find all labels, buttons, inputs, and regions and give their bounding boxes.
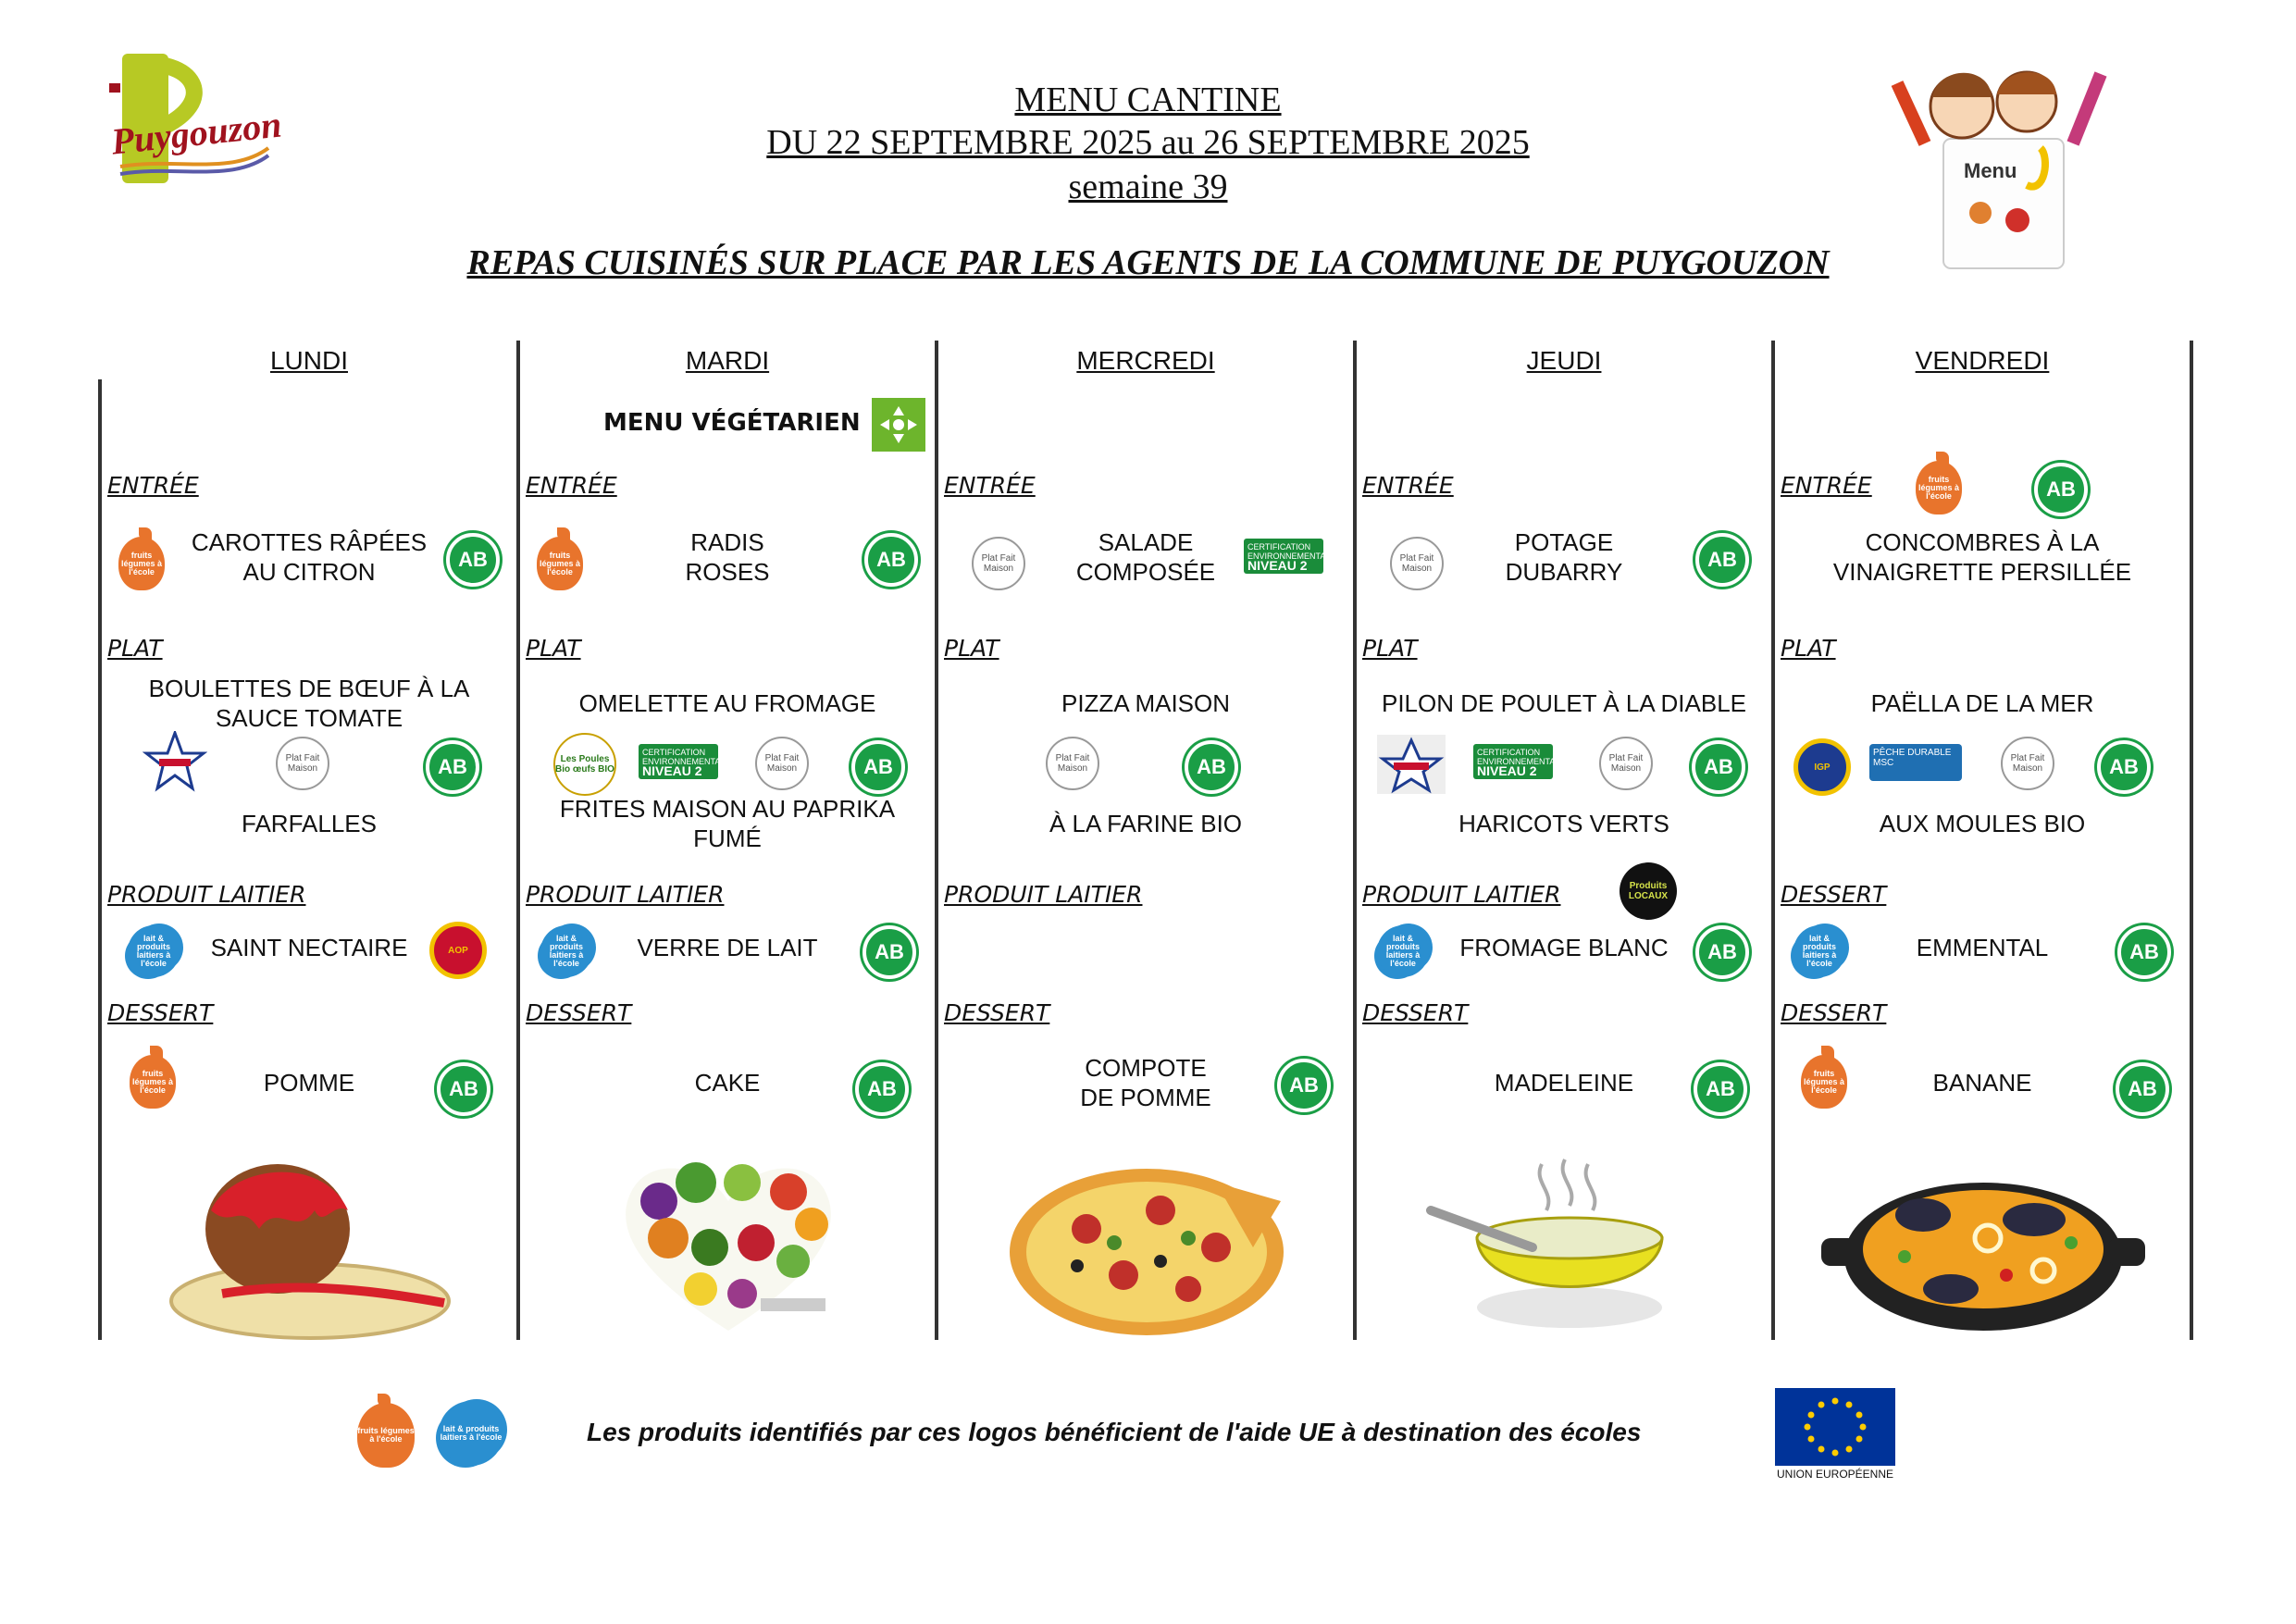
- paella-illustration: [1812, 1146, 2154, 1340]
- dessert-dish: BANANE: [1932, 1069, 2032, 1097]
- accompagnement-dish: AUX MOULES BIO: [1879, 810, 2086, 837]
- plat-dish: PILON DE POULET À LA DIABLE: [1381, 689, 1746, 717]
- category-entree: ENTRÉE: [526, 472, 617, 499]
- ab-bio-icon: AB: [1692, 740, 1745, 794]
- entree-dish: CAROTTES RÂPÉES AU CITRON: [191, 528, 428, 586]
- fait-maison-icon: Plat Fait Maison: [1390, 537, 1444, 590]
- pizza-illustration: [975, 1146, 1318, 1340]
- kids-menu-illustration: [1888, 56, 2119, 278]
- ab-bio-icon: AB: [446, 533, 500, 587]
- ab-bio-icon: AB: [2117, 925, 2171, 979]
- eu-label: UNION EUROPÉENNE: [1776, 1468, 1894, 1481]
- lait-produits-laitiers-ecole-icon: lait & produits laitiers à l'école: [439, 1401, 503, 1466]
- category-plat: PLAT: [1362, 635, 1418, 662]
- ab-bio-icon: AB: [1695, 533, 1749, 587]
- viande-bovine-francaise-icon: [143, 731, 207, 792]
- category-entree: ENTRÉE: [1781, 472, 1872, 499]
- accompagnement-dish: HARICOTS VERTS: [1458, 810, 1669, 837]
- fait-maison-icon: Plat Fait Maison: [276, 737, 329, 790]
- header-subtitle: REPAS CUISINÉS SUR PLACE PAR LES AGENTS DE LA COMMUNE DE PUYGOUZON: [466, 243, 1830, 282]
- header-title: MENU CANTINE: [1014, 81, 1282, 119]
- lait-produits-laitiers-ecole-icon: lait & produits laitiers à l'école: [128, 925, 180, 977]
- category-plat: PLAT: [107, 635, 163, 662]
- puygouzon-logo-text: Puygouzon: [109, 103, 284, 163]
- ab-bio-icon: AB: [864, 533, 918, 587]
- accompagnement-dish: À LA FARINE BIO: [1049, 810, 1243, 837]
- kids-menu-text: Menu: [1964, 159, 2017, 182]
- category-dessert: DESSERT: [944, 999, 1050, 1026]
- plat-dish: BOULETTES DE BŒUF À LA SAUCE TOMATE: [148, 675, 470, 732]
- ab-bio-icon: AB: [426, 740, 479, 794]
- msc-peche-durable-icon: PÊCHE DURABLE MSC: [1869, 744, 1962, 781]
- day-name: VENDREDI: [1915, 346, 2050, 375]
- entree-dish: SALADE COMPOSÉE: [1075, 528, 1216, 586]
- category-dessert: DESSERT: [526, 999, 632, 1026]
- ab-bio-icon: AB: [1277, 1059, 1331, 1112]
- eu-flag-icon: [1775, 1388, 1895, 1466]
- fruits-legumes-ecole-icon: fruits légumes à l'école: [357, 1403, 415, 1468]
- accompagnement-dish: FRITES MAISON AU PAPRIKA FUMÉ: [559, 795, 896, 852]
- ab-bio-icon: AB: [855, 1062, 909, 1116]
- ab-bio-icon: AB: [2116, 1062, 2169, 1116]
- fait-maison-icon: Plat Fait Maison: [2001, 737, 2054, 790]
- ab-bio-icon: AB: [1185, 740, 1238, 794]
- day-name: MERCREDI: [1076, 346, 1215, 375]
- dessert-dish: MADELEINE: [1494, 1069, 1634, 1097]
- soup-bowl-illustration: [1394, 1146, 1736, 1340]
- ab-bio-icon: AB: [2097, 740, 2151, 794]
- certification-environnementale-icon: CERTIFICATION ENVIRONNEMENTALE NIVEAU 2: [639, 744, 718, 779]
- vegetarian-icon: [872, 398, 925, 452]
- fruits-legumes-ecole-icon: fruits légumes à l'école: [118, 537, 165, 590]
- day-column-mardi: [520, 341, 935, 1340]
- day-name: MARDI: [685, 346, 770, 375]
- dessert-dish: COMPOTE DE POMME: [1080, 1054, 1211, 1111]
- day-column-vendredi: [1775, 341, 2190, 1340]
- entree-dish: POTAGE DUBARRY: [1505, 528, 1623, 586]
- category-entree: ENTRÉE: [944, 472, 1036, 499]
- plat-dish: OMELETTE AU FROMAGE: [578, 689, 876, 717]
- laitier-dish: FROMAGE BLANC: [1459, 934, 1669, 961]
- certification-environnementale-icon: CERTIFICATION ENVIRONNEMENTALE NIVEAU 2: [1244, 539, 1323, 574]
- ab-bio-icon: AB: [863, 925, 916, 979]
- ab-bio-icon: AB: [851, 740, 905, 794]
- category-produit-laitier: PRODUIT LAITIER: [107, 881, 306, 908]
- ab-bio-icon: AB: [437, 1062, 490, 1116]
- fait-maison-icon: Plat Fait Maison: [755, 737, 809, 790]
- day-column-lundi: [102, 341, 516, 1340]
- dessert-dish: POMME: [263, 1069, 355, 1097]
- lait-produits-laitiers-ecole-icon: lait & produits laitiers à l'école: [540, 925, 592, 977]
- fait-maison-icon: Plat Fait Maison: [972, 537, 1025, 590]
- category-produit-laitier: PRODUIT LAITIER: [1362, 881, 1561, 908]
- produits-locaux-icon: Produits LOCAUX: [1620, 862, 1677, 920]
- day-column-mercredi: [938, 341, 1353, 1340]
- lait-produits-laitiers-ecole-icon: lait & produits laitiers à l'école: [1377, 925, 1429, 977]
- header-dates: DU 22 SEPTEMBRE 2025 au 26 SEPTEMBRE 2025: [766, 123, 1530, 162]
- fruits-legumes-ecole-icon: fruits légumes à l'école: [537, 537, 583, 590]
- entree-dish: CONCOMBRES À LA VINAIGRETTE PERSILLÉE: [1832, 528, 2132, 586]
- category-produit-laitier: DESSERT: [1781, 881, 1887, 908]
- plat-dish: PAËLLA DE LA MER: [1870, 689, 2094, 717]
- volaille-francaise-icon: [1377, 735, 1446, 794]
- category-dessert: DESSERT: [1781, 999, 1887, 1026]
- certification-environnementale-icon: CERTIFICATION ENVIRONNEMENTALE NIVEAU 2: [1473, 744, 1553, 779]
- laitier-dish: SAINT NECTAIRE: [210, 934, 408, 961]
- aop-icon: AOP: [429, 922, 487, 979]
- category-plat: PLAT: [944, 635, 999, 662]
- vegetable-heart-illustration: [557, 1146, 900, 1340]
- fait-maison-icon: Plat Fait Maison: [1599, 737, 1653, 790]
- lait-produits-laitiers-ecole-icon: lait & produits laitiers à l'école: [1793, 925, 1845, 977]
- day-column-jeudi: [1357, 341, 1771, 1340]
- fruits-legumes-ecole-icon: fruits légumes à l'école: [1801, 1055, 1847, 1109]
- day-name: LUNDI: [269, 346, 348, 375]
- laitier-dish: VERRE DE LAIT: [637, 934, 818, 961]
- fruits-legumes-ecole-icon: fruits légumes à l'école: [1916, 461, 1962, 514]
- dessert-dish: CAKE: [694, 1069, 761, 1097]
- category-plat: PLAT: [1781, 635, 1836, 662]
- category-dessert: DESSERT: [107, 999, 214, 1026]
- fait-maison-icon: Plat Fait Maison: [1046, 737, 1099, 790]
- meatball-plate-illustration: [139, 1146, 481, 1340]
- menu-vegetarien-banner: MENU VÉGÉTARIEN: [603, 409, 861, 437]
- entree-dish: RADIS ROSES: [685, 528, 770, 586]
- laitier-dish: EMMENTAL: [1916, 934, 2049, 961]
- category-entree: ENTRÉE: [1362, 472, 1454, 499]
- accompagnement-dish: FARFALLES: [242, 810, 377, 837]
- ab-bio-icon: AB: [1694, 1062, 1747, 1116]
- fruits-legumes-ecole-icon: fruits légumes à l'école: [130, 1055, 176, 1109]
- ab-bio-icon: AB: [2034, 463, 2088, 516]
- category-plat: PLAT: [526, 635, 581, 662]
- plat-dish: PIZZA MAISON: [1061, 689, 1231, 717]
- header-week: semaine 39: [1068, 167, 1228, 206]
- category-entree: ENTRÉE: [107, 472, 199, 499]
- day-name: JEUDI: [1526, 346, 1602, 375]
- category-produit-laitier: PRODUIT LAITIER: [526, 881, 725, 908]
- column-divider: [2190, 341, 2193, 1340]
- igp-icon: IGP: [1793, 738, 1851, 796]
- oeufs-bio-icon: Les Poules Bio œufs BIO: [553, 733, 616, 796]
- ab-bio-icon: AB: [1695, 925, 1749, 979]
- category-produit-laitier: PRODUIT LAITIER: [944, 881, 1143, 908]
- footer-eu-text: Les produits identifiés par ces logos bénéficient de l'aide UE à destination des écoles: [587, 1418, 1642, 1446]
- category-dessert: DESSERT: [1362, 999, 1469, 1026]
